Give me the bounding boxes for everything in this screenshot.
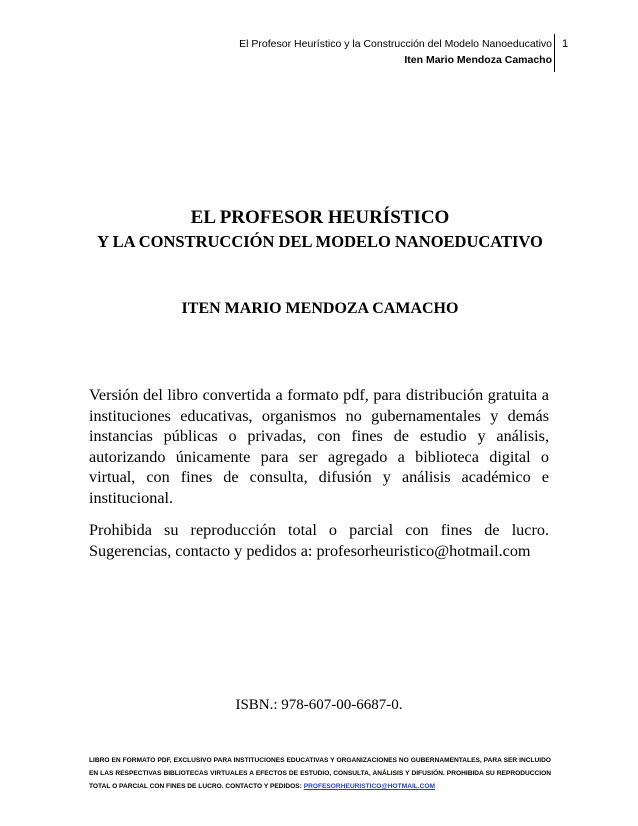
footer-text: LIBRO EN FORMATO PDF, EXCLUSIVO PARA INSTITUCIONES EDUCATIVAS Y ORGANIZACIONES NO GUBERNAMENTALES, PARA SER INCLUIDO EN LAS RESPECTIVAS BIBLIOTECAS VIRTUALES A EFECTOS DE ESTUDIO, CONSULTA, ANÁLISIS Y DIFUSIÓN. PROHIBIDA SU REPRODUCCION TOTAL O PARCIAL CON FINES DE LUCRO. CONTACTO Y PEDIDOS: (89, 757, 551, 790)
header-book-title: El Profesor Heurístico y la Construcción del Modelo Nanoeducativo (239, 38, 552, 50)
author-name: ITEN MARIO MENDOZA CAMACHO (181, 300, 459, 317)
contact-paragraph: Prohibida su reproducción total o parcial con fines de lucro. Sugerencias, contacto y pedidos a: profesorheuristico@hotmail.com (89, 521, 549, 560)
title-line-1: EL PROFESOR HEURÍSTICO (190, 207, 450, 228)
isbn: ISBN.: 978-607-00-6687-0. (235, 697, 403, 713)
distribution-paragraph: Versión del libro convertida a formato pdf, para distribución gratuita a instituciones educativas, organismos no gubernamentales y demás instancias públicas o privadas, con fines de estudio y análisis, autorizando únicamente para ser agregado a biblioteca digital o virtual, con fines de consulta, difusión y análisis académico e institucional. (89, 386, 549, 507)
title-block (60, 205, 580, 253)
header-author: Iten Mario Mendoza Camacho (404, 54, 552, 66)
footer-email-link[interactable]: PROFESORHEURISTICO@HOTMAIL.COM (303, 783, 436, 790)
title-line-2: Y LA CONSTRUCCIÓN DEL MODELO NANOEDUCATIVO (97, 232, 543, 251)
page-number: 1 (554, 34, 568, 72)
page-header (239, 36, 552, 68)
page-footer (89, 754, 551, 793)
